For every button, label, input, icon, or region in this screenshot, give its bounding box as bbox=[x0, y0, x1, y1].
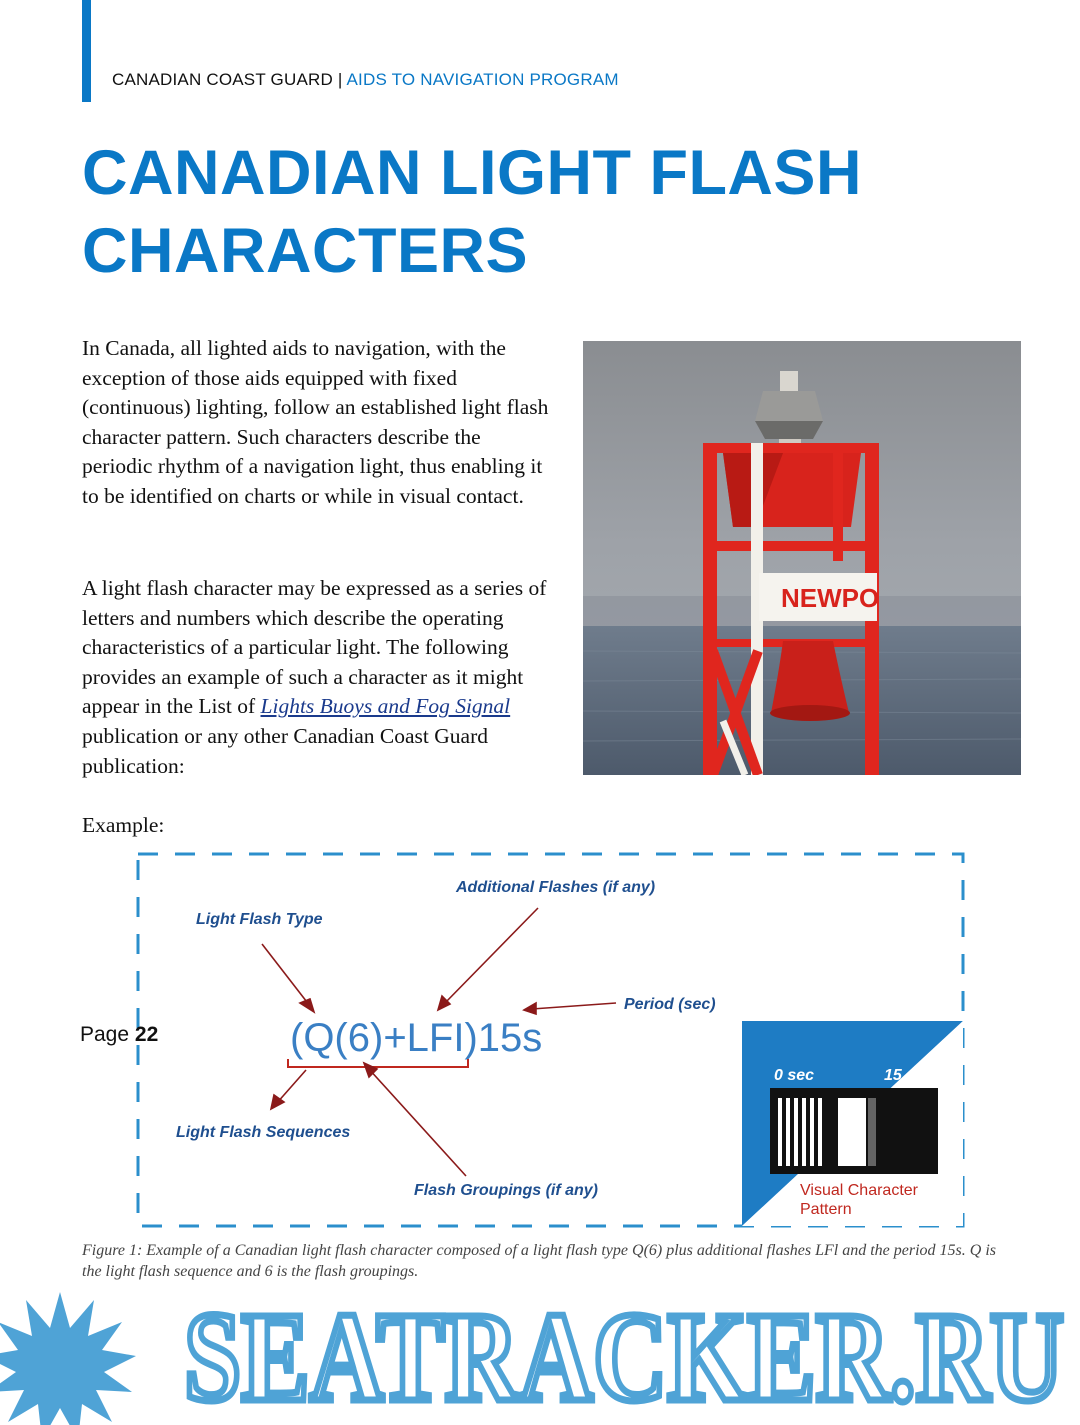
example-paragraph bbox=[82, 574, 552, 781]
example-paragraph-tail: publication or any other Canadian Coast Guard publication: bbox=[82, 723, 489, 778]
pattern-timeline bbox=[770, 1088, 938, 1174]
lights-buoys-link[interactable]: Lights Buoys and Fog Signal bbox=[260, 694, 511, 719]
header-separator: | bbox=[337, 70, 343, 89]
header-accent-bar bbox=[82, 0, 91, 102]
watermark-logo bbox=[180, 1292, 1070, 1412]
header-program: AIDS TO NAVIGATION PROGRAM bbox=[346, 70, 619, 89]
header-org: CANADIAN COAST GUARD bbox=[112, 70, 333, 89]
arrow-to-period bbox=[532, 1003, 616, 1009]
example-paragraph-text: A light flash character may be expressed as a series of letters and numbers which describe the operating characteristics of a particular light. The following provides an example of such a character as it might appear in the List of bbox=[82, 576, 547, 719]
intro-paragraph: In Canada, all lighted aids to navigation, with the exception of those aids equipped with fixed (continuous) lighting, follow an established light flash character pattern. Such characters describe the periodic rhythm of a navigation light, thus enabling it to be identified on charts or while in visual contact. bbox=[82, 336, 549, 508]
page-number bbox=[80, 1023, 158, 1047]
running-header bbox=[112, 70, 619, 90]
page-title bbox=[82, 134, 982, 290]
example-label: Example: bbox=[82, 813, 165, 837]
buoy-photo bbox=[583, 341, 1021, 775]
arrow-to-groupings bbox=[368, 1068, 466, 1176]
label-period: Period (sec) bbox=[624, 996, 716, 1013]
pattern-start-label: 0 sec bbox=[774, 1067, 815, 1084]
watermark-star-icon bbox=[0, 1288, 160, 1425]
flash-sequence-bracket bbox=[288, 1059, 468, 1067]
title-line-1: CANADIAN LIGHT FLASH bbox=[82, 138, 862, 208]
pattern-caption-line-2: Pattern bbox=[800, 1201, 852, 1218]
buoy-sign-text: NEWPO bbox=[781, 583, 880, 613]
pattern-caption-line-1: Visual Character bbox=[800, 1182, 918, 1199]
arrow-to-additional-flashes bbox=[444, 908, 538, 1004]
figure-caption: Figure 1: Example of a Canadian light flash character composed of a light flash type Q(6) plus additional flashes LFl and the period 15s. Q is the light flash sequence and 6 is the flash groupings. bbox=[82, 1242, 997, 1280]
page-number-value: 22 bbox=[134, 1023, 159, 1046]
arrow-to-flash-type bbox=[262, 944, 310, 1006]
title-line-2: CHARACTERS bbox=[82, 216, 528, 286]
label-light-flash-sequences: Light Flash Sequences bbox=[176, 1124, 351, 1141]
light-character-diagram bbox=[128, 846, 968, 1231]
label-flash-groupings: Flash Groupings (if any) bbox=[414, 1182, 599, 1199]
label-additional-flashes: Additional Flashes (if any) bbox=[456, 879, 656, 896]
lantern-top bbox=[780, 371, 798, 391]
page-label: Page bbox=[80, 1023, 130, 1046]
label-light-flash-type: Light Flash Type bbox=[196, 911, 323, 928]
pattern-end-label: 15 sec bbox=[884, 1067, 933, 1084]
watermark-text: SEATRACKER.RU bbox=[184, 1292, 1064, 1412]
light-character-example: (Q(6)+LFI)15s bbox=[290, 1016, 543, 1060]
